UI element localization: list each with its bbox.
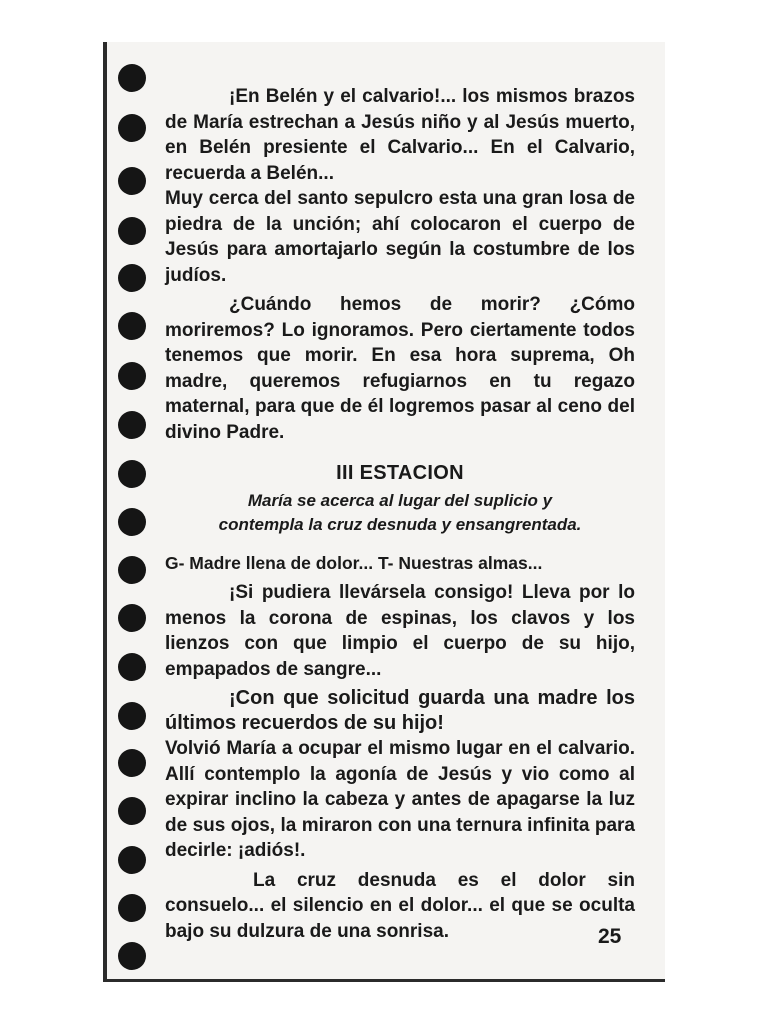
binder-hole: [118, 508, 146, 536]
binder-holes: [118, 64, 150, 974]
binder-hole: [118, 797, 146, 825]
binder-hole: [118, 217, 146, 245]
station-response: G- Madre llena de dolor... T- Nuestras almas...: [165, 552, 543, 573]
binder-hole: [118, 167, 146, 195]
station-subtitle-line1: María se acerca al lugar del suplicio y: [247, 490, 553, 510]
binder-hole: [118, 846, 146, 874]
paragraph-llevarsela: ¡Si pudiera llevársela consigo! Lleva por lo menos la corona de espinas, los clavos y los lienzos con que limpio el cuerpo de su hijo, empapados de sangre...: [165, 582, 635, 680]
binder-hole: [118, 653, 146, 681]
binder-hole: [118, 114, 146, 142]
binder-hole: [118, 604, 146, 632]
paragraph-solicitud: ¡Con que solicitud guarda una madre los últimos recuerdos de su hijo!: [165, 687, 635, 734]
binder-hole: [118, 411, 146, 439]
paragraph-belen-calvario: ¡En Belén y el calvario!... los mismos brazos de María estrechan a Jesús niño y al Jesús muerto, en Belén presiente el Calvario... En el Calvario, recuerda a Belén...: [165, 86, 635, 184]
binder-hole: [118, 942, 146, 970]
station-subtitle: [165, 489, 635, 537]
binder-hole: [118, 894, 146, 922]
binder-hole: [118, 749, 146, 777]
paragraph-sepulcro: Muy cerca del santo sepulcro esta una gran losa de piedra de la unción; ahí colocaron el cuerpo de Jesús para amortajarlo según la costumbre de los judíos.: [165, 188, 635, 286]
station-subtitle-line2: contempla la cruz desnuda y ensangrentada.: [218, 514, 582, 534]
paragraph-cruz-desnuda: La cruz desnuda es el dolor sin consuelo... el silencio en el dolor... el que se oculta bajo su dulzura de una sonrisa.: [165, 869, 635, 942]
binder-hole: [118, 556, 146, 584]
binder-hole: [118, 702, 146, 730]
page-content: [165, 84, 635, 944]
binder-hole: [118, 264, 146, 292]
binder-hole: [118, 64, 146, 92]
binder-hole: [118, 460, 146, 488]
paragraph-morir: ¿Cuándo hemos de morir? ¿Cómo moriremos? Lo ignoramos. Pero ciertamente todos tenemos que morir. En esa hora suprema, Oh madre, queremos refugiarnos en tu regazo maternal, para que de él logremos pasar al ceno del divino Padre.: [165, 294, 635, 443]
binder-hole: [118, 362, 146, 390]
binder-hole: [118, 312, 146, 340]
page-number: 25: [598, 925, 622, 948]
paragraph-volvio-maria: Volvió María a ocupar el mismo lugar en el calvario. Allí contemplo la agonía de Jesús y vio como al expirar inclino la cabeza y antes de apagarse la luz de sus ojos, la miraron con una ternura infinita para decirle: ¡adiós!.: [165, 738, 635, 861]
station-title: III ESTACION: [336, 462, 464, 484]
